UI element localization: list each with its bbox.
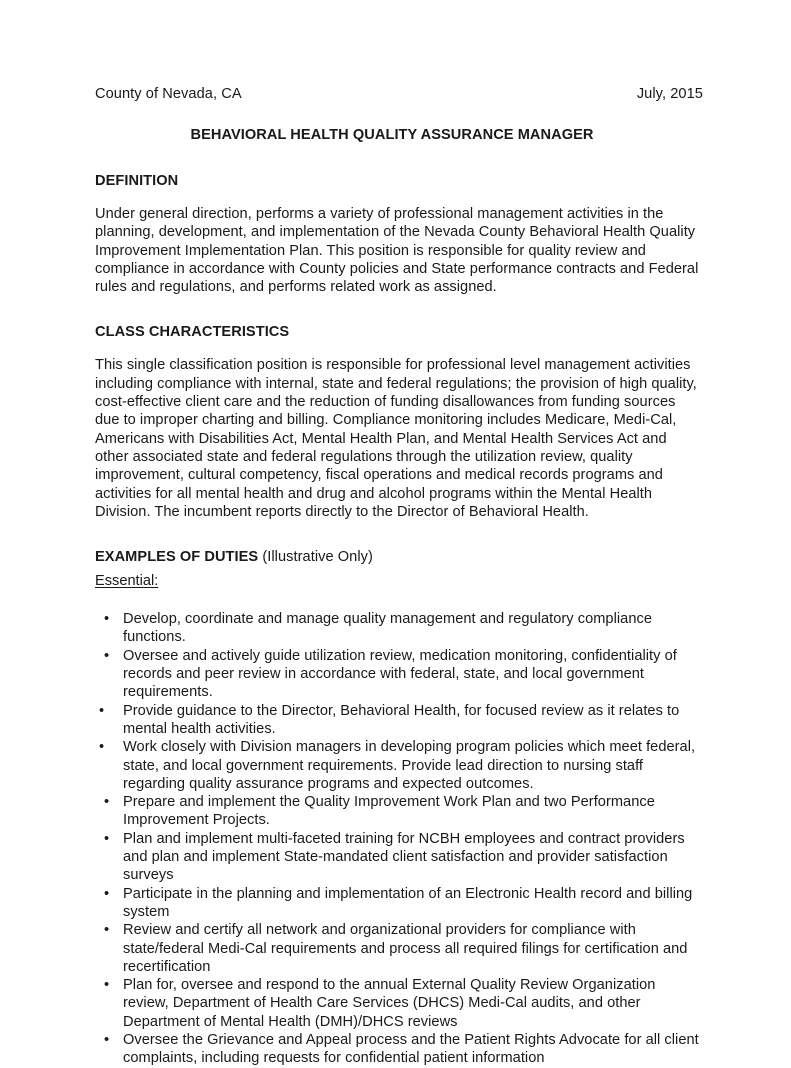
- list-item: [95, 1031, 703, 1068]
- bullet-icon: •: [104, 977, 110, 994]
- list-item: [95, 738, 703, 793]
- list-item-text: Prepare and implement the Quality Improvement Work Plan and two Performance Improvement Projects.: [123, 794, 655, 829]
- bullet-icon: •: [104, 1031, 110, 1048]
- bullet-icon: •: [99, 739, 105, 756]
- agency-name: County of Nevada, CA: [95, 86, 242, 102]
- list-item-text: Work closely with Division managers in developing program policies which meet federal, state, and local government requirements. Provide lead direction to nursing staff regarding quality assurance programs and expected outcomes.: [123, 739, 696, 792]
- list-item: [95, 793, 703, 830]
- bullet-icon: •: [104, 611, 110, 628]
- list-item-text: Develop, coordinate and manage quality management and regulatory compliance functions.: [123, 611, 652, 646]
- section-heading-class-characteristics: CLASS CHARACTERISTICS: [95, 324, 290, 341]
- bullet-icon: •: [99, 702, 105, 719]
- list-item: [95, 610, 703, 647]
- list-item: [95, 885, 703, 922]
- bullet-icon: •: [104, 647, 110, 664]
- list-item-text: Participate in the planning and implementation of an Electronic Health record and billing system: [123, 885, 693, 920]
- section-heading-definition: DEFINITION: [95, 173, 179, 189]
- list-item-text: Provide guidance to the Director, Behavioral Health, for focused review as it relates to mental health activities.: [123, 702, 680, 737]
- list-item: [95, 647, 703, 702]
- bullet-icon: •: [104, 885, 110, 902]
- section-body-definition: Under general direction, performs a variety of professional management activities in the planning, development, and implementation of the Nevada County Behavioral Health Quality Improvement Implementation Plan. This position is responsible for quality review and compliance in accordance with County policies and State performance contracts and Federal rules and regulations, and performs related work as assigned.: [95, 206, 699, 296]
- section-heading-examples-of-duties: [95, 548, 703, 566]
- section-body-class-characteristics: This single classification position is responsible for professional level management activities including compliance with internal, state and federal regulations; the provision of high quality, cost-effective client care and the reduction of funding disallowances from funding sources due to improper charting and billing. Compliance monitoring includes Medicare, Medi-Cal, Americans with Disabilities Act, Mental Health Plan, and Mental Health Services Act and other associated state and federal regulations through the utilization review, quality improvement, cultural competency, fiscal operations and medical records programs and activities for all mental health and drug and alcohol programs within the Mental Health Division. The incumbent reports directly to the Director of Behavioral Health.: [95, 357, 697, 520]
- list-item: [95, 921, 703, 976]
- document-date: July, 2015: [636, 86, 703, 102]
- bullet-icon: •: [104, 830, 110, 847]
- list-item-text: Oversee the Grievance and Appeal process and the Patient Rights Advocate for all client complaints, including requests for confidential patient information: [123, 1031, 699, 1067]
- document-content: [95, 85, 703, 1068]
- list-item-text: Plan for, oversee and respond to the annual External Quality Review Organization review, Department of Health Care Services (DHCS) Medi-Cal audits, and other Department of Mental Health (DMH)/DHCS reviews: [123, 977, 656, 1030]
- list-item-text: Review and certify all network and organizational providers for compliance with state/federal Medi-Cal requirements and process all required filings for certification and recertification: [123, 922, 688, 975]
- bullet-icon: •: [104, 922, 110, 939]
- list-item-text: Plan and implement multi-faceted training for NCBH employees and contract providers and plan and implement State-mandated client satisfaction and provider satisfaction surveys: [123, 830, 685, 884]
- duty-list: [95, 610, 703, 1067]
- document-header: [95, 85, 703, 103]
- examples-of-duties-note: (Illustrative Only): [258, 549, 373, 566]
- list-item: [95, 702, 703, 739]
- bullet-icon: •: [104, 794, 110, 811]
- list-item: [95, 830, 703, 885]
- list-item: [95, 976, 703, 1031]
- page-title: BEHAVIORAL HEALTH QUALITY ASSURANCE MANAGER: [190, 127, 594, 143]
- subheading-essential: Essential:: [95, 573, 159, 590]
- list-item-text: Oversee and actively guide utilization review, medication monitoring, confidentiality of records and peer review in accordance with federal, state, and local government requirements.: [123, 647, 677, 701]
- examples-of-duties-label: EXAMPLES OF DUTIES: [95, 549, 259, 566]
